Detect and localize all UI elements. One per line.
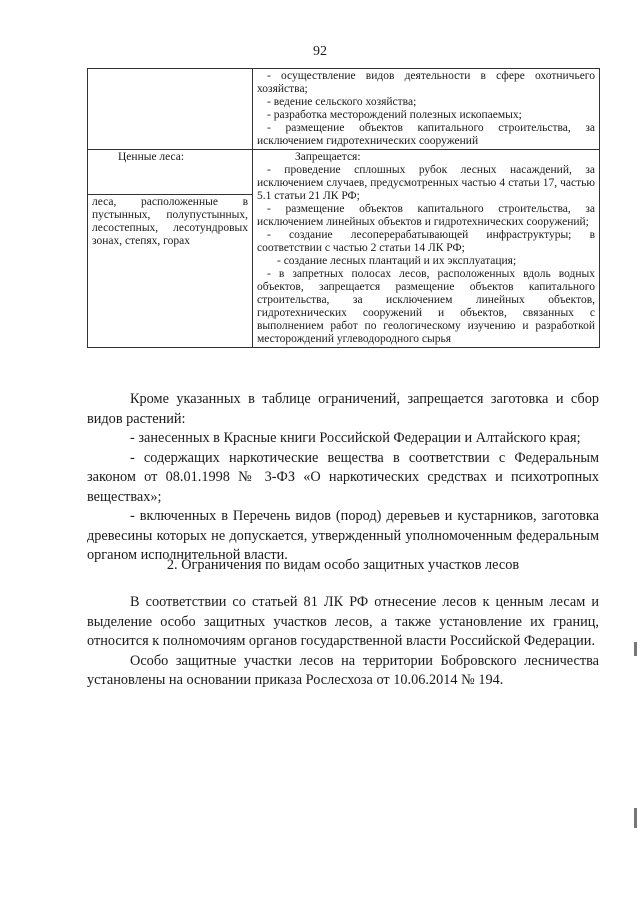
list-item: - проведение сплошных рубок лесных насаждений, за исключением случаев, предусмотренных частью 4 статьи 17, частью 5.1 статьи 21 ЛК РФ; xyxy=(257,164,595,202)
restrictions-table xyxy=(87,68,600,348)
list-item: - размещение объектов капитального строительства, за исключением линейных объектов и гидротехнических сооружений; xyxy=(257,203,595,228)
list-item: - ведение сельского хозяйства; xyxy=(267,96,417,108)
paragraph: - включенных в Перечень видов (пород) деревьев и кустарников, заготовка древесины которых не допускается, утвержденный уполномоченным федеральным органом исполнительной власти. xyxy=(87,508,599,563)
paragraph: Особо защитные участки лесов на территории Бобровского лесничества установлены на основании приказа Рослесхоза от 10.06.2014 № 194. xyxy=(87,652,599,688)
table-row xyxy=(88,150,600,195)
paragraph: В соответствии со статьей 81 ЛК РФ отнесение лесов к ценным лесам и выделение особо защитных участков лесов, а также установление их границ, относится к полномочиям органов государственной власти Российской Федерации. xyxy=(87,594,599,649)
list-item: - в запретных полосах лесов, расположенных вдоль водных объектов, запрещается размещение объектов капитального строительства, за исключением линейных объектов, гидротехнических сооружений и объектов, связанных с выполнением работ по геологическому изучению и разработкой месторождений углеводородного сырья xyxy=(257,268,595,345)
page-number: 92 xyxy=(313,44,327,59)
list-item: - размещение объектов капитального строительства, за исключением гидротехнических сооружений xyxy=(257,122,595,147)
table-cell-activities xyxy=(253,69,600,150)
section-title: 2. Ограничения по видам особо защитных участков лесов xyxy=(166,557,520,573)
table-cell-empty xyxy=(88,69,253,150)
paragraph: Кроме указанных в таблице ограничений, запрещается заготовка и сбор видов растений: xyxy=(87,391,599,427)
section-text xyxy=(87,593,599,691)
prohibited-heading: Запрещается: xyxy=(295,151,361,163)
category-description: леса, расположенные в пустынных, полупустынных, лесостепных, лесотундровых зонах, степях, горах xyxy=(88,194,253,347)
list-item: - создание лесоперерабатывающей инфраструктуры; в соответствии с частью 2 статьи 14 ЛК РФ; xyxy=(257,229,595,254)
list-item: - осуществление видов деятельности в сфере охотничьего хозяйства; xyxy=(257,70,595,95)
scan-margin-mark xyxy=(634,808,637,828)
category-heading: Ценные леса: xyxy=(88,150,253,195)
table-cell-prohibitions xyxy=(253,150,600,348)
paragraph: - занесенных в Красные книги Российской Федерации и Алтайского края; xyxy=(130,430,581,446)
table-row xyxy=(88,69,600,150)
list-item: - создание лесных плантаций и их эксплуатация; xyxy=(277,255,517,267)
restrictions-text xyxy=(87,390,599,566)
paragraph: - содержащих наркотические вещества в соответствии с Федеральным законом от 08.01.1998 № 3-ФЗ «О наркотических средствах и психотропных веществах»; xyxy=(87,449,599,505)
list-item: - разработка месторождений полезных ископаемых; xyxy=(267,109,522,121)
scan-margin-mark xyxy=(634,642,637,656)
